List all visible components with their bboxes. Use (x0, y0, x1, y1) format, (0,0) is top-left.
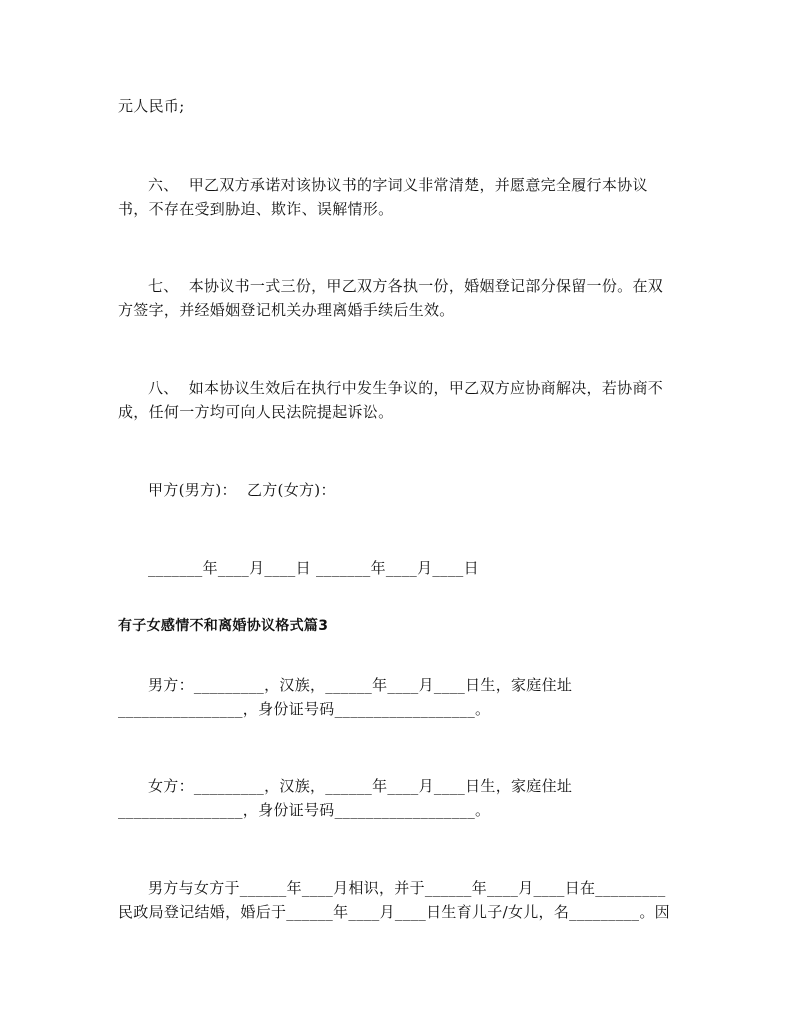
female-party-line-1: 女方：_________，汉族，______年____月____日生，家庭住址 (148, 777, 573, 795)
male-party-line-1: 男方：_________，汉族，______年____月____日生，家庭住址 (148, 676, 573, 694)
clause-six-line-1: 六、 甲乙双方承诺对该协议书的字词义非常清楚，并愿意完全履行本协议 (148, 176, 648, 194)
signature-parties: 甲方(男方)： 乙方(女方)： (148, 481, 336, 499)
marriage-history-line-1: 男方与女方于______年____月相识，并于______年____月____日在_________ (148, 879, 666, 897)
male-party-line-2: ________________，身份证号码__________________。 (118, 700, 491, 718)
clause-seven-line-1: 七、 本协议书一式三份，甲乙双方各执一份，婚姻登记部分保留一份。在双 (148, 277, 664, 295)
section-heading: 有子女感情不和离婚协议格式篇3 (118, 618, 329, 634)
clause-eight-line-1: 八、 如本协议生效后在执行中发生争议的，甲乙双方应协商解决，若协商不 (148, 379, 664, 397)
clause-six-line-2: 书，不存在受到胁迫、欺诈、误解情形。 (118, 200, 394, 218)
clause-seven-line-2: 方签字，并经婚姻登记机关办理离婚手续后生效。 (118, 301, 455, 319)
marriage-history-line-2: 民政局登记结婚，婚后于______年____月____日生育儿子/女儿，名_________。因 (118, 903, 670, 921)
signature-dates: _______年____月____日 _______年____月____日 (148, 559, 479, 577)
clause-eight-line-2: 成，任何一方均可向人民法院提起诉讼。 (118, 403, 394, 421)
female-party-line-2: ________________，身份证号码__________________。 (118, 801, 491, 819)
text-line-currency: 元人民币; (118, 97, 185, 115)
